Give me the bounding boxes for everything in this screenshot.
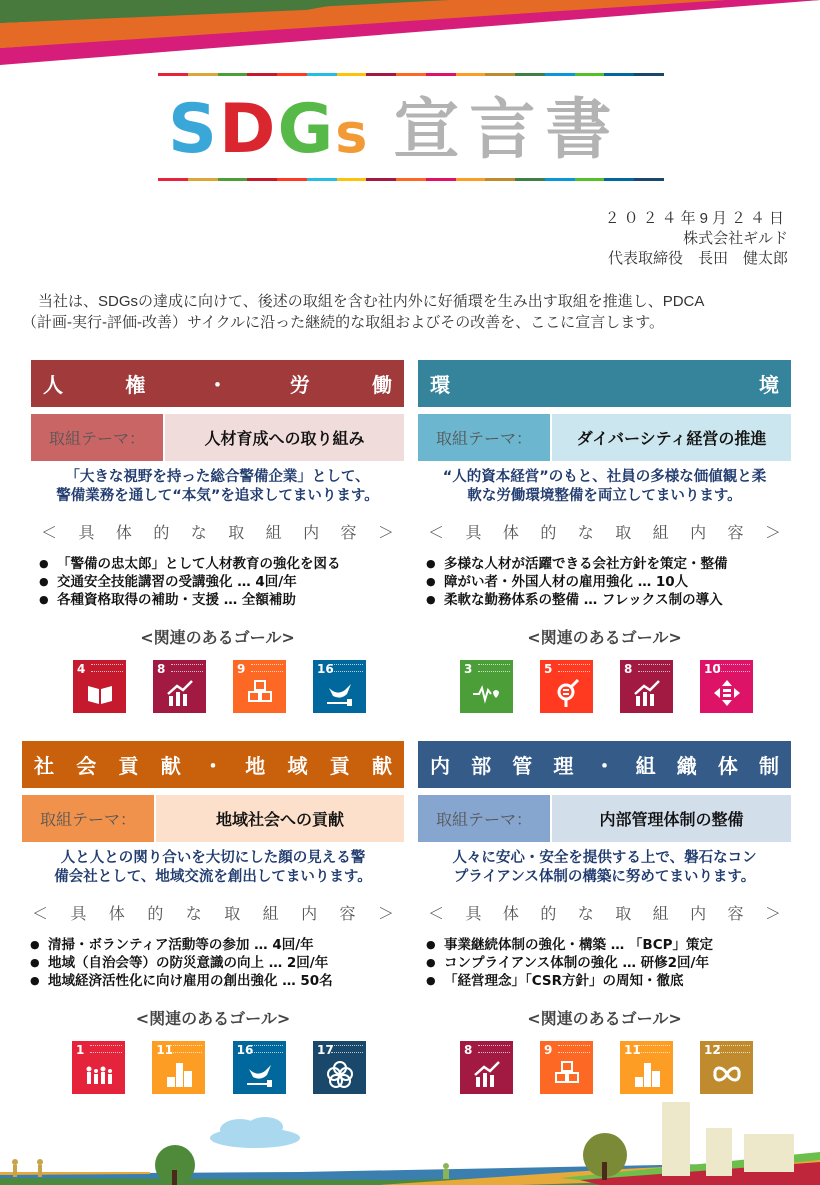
- goal-caption: [90, 1045, 122, 1053]
- section-heading-char: 労: [289, 373, 310, 397]
- book-icon: [85, 678, 115, 708]
- sdg-color-rule-top: [158, 73, 664, 76]
- title-letter: G: [277, 90, 336, 169]
- bullet-icon: ●: [39, 557, 49, 570]
- goal-number: 10: [704, 662, 721, 676]
- growth-icon: [165, 678, 195, 708]
- people-icon: [84, 1059, 114, 1089]
- title-letter: D: [218, 90, 278, 169]
- bullet-icon: ●: [30, 974, 40, 987]
- subhead-char: な: [577, 904, 594, 923]
- section-heading-char: 人: [43, 373, 63, 397]
- goal-caption: [638, 664, 670, 672]
- theme-label: 取組テーマ：: [31, 414, 163, 461]
- action-text: 障がい者・外国人材の雇用強化 … 10人: [444, 574, 689, 590]
- intro-line: （計画-実行-評価-改善）サイクルに沿った継続的な取組およびその改善を、ここに宣言します。: [22, 314, 664, 331]
- goal-caption: [170, 1045, 202, 1053]
- goal-caption: [558, 664, 590, 672]
- section-heading: [418, 741, 791, 788]
- goal-number: 8: [157, 662, 166, 676]
- sdg-rule-segment: [366, 73, 396, 76]
- goal-number: 1: [76, 1043, 85, 1057]
- section-internal-management: [418, 741, 791, 1094]
- sdg-rule-segment: [396, 178, 426, 181]
- document-title: [158, 72, 664, 184]
- subhead-char: 的: [540, 904, 557, 923]
- subhead-char: 取: [224, 904, 241, 923]
- theme-label: 取組テーマ：: [418, 795, 550, 842]
- section-social-community: [22, 741, 404, 1094]
- subhead-char: な: [190, 523, 207, 542]
- declaration-date: ２０２４年9月２４日: [604, 210, 788, 227]
- subhead-char: 組: [652, 523, 669, 542]
- subhead-char: 内: [301, 904, 318, 923]
- subhead-char: 組: [262, 904, 279, 923]
- sdg-goal-8-icon: [620, 660, 673, 713]
- top-color-band: [0, 0, 820, 70]
- subhead-char: 内: [690, 904, 707, 923]
- goal-caption: [91, 664, 123, 672]
- section-heading-char: 部: [471, 754, 492, 778]
- theme-value: ダイバーシティ経営の推進: [552, 414, 791, 461]
- action-item: [426, 972, 791, 990]
- goal-caption: [331, 664, 363, 672]
- section-statement: [22, 849, 404, 887]
- sdg-goal-1-icon: [72, 1041, 125, 1094]
- section-environment: [418, 360, 791, 713]
- sdg-goal-12-icon: [700, 1041, 753, 1094]
- intro-statement: [22, 291, 802, 333]
- sdg-goal-16-icon: [233, 1041, 286, 1094]
- subhead-char: 的: [147, 904, 164, 923]
- related-goals-title: <関連のあるゴール>: [527, 1009, 682, 1028]
- sdg-rule-segment: [307, 178, 337, 181]
- goal-number: 5: [544, 662, 553, 676]
- subhead-char: ＜: [428, 523, 445, 542]
- specific-actions-heading: [418, 520, 791, 543]
- bullet-icon: ●: [426, 956, 436, 969]
- subhead-char: 体: [115, 523, 132, 542]
- goal-caption: [251, 664, 283, 672]
- related-goals: [418, 1041, 791, 1094]
- action-list: [22, 936, 404, 990]
- gender-icon: [552, 678, 582, 708]
- action-list: [418, 555, 791, 609]
- action-list: [418, 936, 791, 990]
- sdg-rule-segment: [247, 73, 277, 76]
- section-heading: [31, 360, 404, 407]
- action-text: 「警備の忠太郎」として人材教育の強化を図る: [57, 556, 341, 572]
- bullet-icon: ●: [30, 956, 40, 969]
- goal-caption: [638, 1045, 670, 1053]
- specific-actions-heading: [418, 901, 791, 924]
- bullet-icon: ●: [426, 938, 436, 951]
- section-heading-char: 体: [717, 754, 738, 778]
- goal-caption: [478, 1045, 510, 1053]
- sdg-goal-8-icon: [460, 1041, 513, 1094]
- related-goals: [418, 660, 791, 713]
- statement-line: “人的資本経営”のもと、社員の多様な価値観と柔: [442, 469, 767, 485]
- related-goals-title: <関連のあるゴール>: [135, 1009, 291, 1028]
- section-heading-char: 制: [759, 754, 779, 778]
- goal-caption: [331, 1045, 363, 1053]
- theme-value: 内部管理体制の整備: [552, 795, 791, 842]
- action-text: 各種資格取得の補助・支援 … 全額補助: [57, 592, 296, 608]
- growth-icon: [472, 1059, 502, 1089]
- city-icon: [632, 1059, 662, 1089]
- related-goals-title: <関連のあるゴール>: [527, 628, 682, 647]
- theme-row: [31, 414, 404, 461]
- subhead-char: 具: [70, 904, 87, 923]
- statement-line: 軟な労働環境整備を両立してまいります。: [467, 488, 742, 504]
- footer-landscape-illustration: [0, 1090, 820, 1185]
- sdg-goal-10-icon: [700, 660, 753, 713]
- sdg-rule-segment: [337, 178, 367, 181]
- sdg-goal-16-icon: [313, 660, 366, 713]
- sdg-rule-segment: [545, 178, 575, 181]
- specific-actions-heading: [31, 520, 404, 543]
- goal-number: 4: [77, 662, 86, 676]
- theme-label: 取組テーマ：: [418, 414, 550, 461]
- dove-icon: [245, 1059, 275, 1089]
- bullet-icon: ●: [426, 974, 436, 987]
- section-heading-char: ・: [207, 373, 228, 397]
- subhead-char: な: [577, 523, 594, 542]
- section-heading-char: 織: [676, 754, 697, 778]
- title-sdgs: [168, 90, 370, 169]
- sdg-rule-segment: [604, 73, 634, 76]
- theme-row: [22, 795, 404, 842]
- sdg-rule-segment: [545, 73, 575, 76]
- theme-label: 取組テーマ：: [22, 795, 154, 842]
- goal-number: 3: [464, 662, 473, 676]
- action-item: [426, 591, 791, 609]
- subhead-char: な: [185, 904, 202, 923]
- person-icon: [443, 1163, 449, 1179]
- action-item: [39, 591, 404, 609]
- subhead-char: 体: [108, 904, 125, 923]
- section-heading-char: 社: [34, 754, 54, 778]
- action-text: 事業継続体制の強化・構築 … 「BCP」策定: [444, 937, 713, 953]
- intro-line: 当社は、SDGsの達成に向けて、後述の取組を含む社内外に好循環を生み出す取組を推進し、PDCA: [38, 293, 705, 310]
- issuer-info: [605, 209, 788, 269]
- goal-number: 11: [624, 1043, 641, 1057]
- flower-icon: [325, 1059, 355, 1089]
- sdg-rule-segment: [515, 178, 545, 181]
- goal-caption: [251, 1045, 283, 1053]
- section-human-rights-labor: [31, 360, 404, 713]
- action-text: 「経営理念」「CSR方針」の周知・徹底: [444, 973, 684, 989]
- section-heading-char: 域: [287, 754, 308, 778]
- sdg-rule-segment: [218, 178, 248, 181]
- goal-number: 16: [236, 1043, 254, 1057]
- goal-number: 8: [464, 1043, 473, 1057]
- subhead-char: ＞: [377, 523, 394, 542]
- goal-caption: [171, 664, 203, 672]
- action-item: [426, 954, 791, 972]
- goal-number: 16: [317, 662, 334, 676]
- statement-line: 人と人との関り合いを大切にした顔の見える警: [60, 850, 366, 866]
- equal-icon: [712, 678, 742, 708]
- subhead-char: 的: [540, 523, 557, 542]
- sdg-rule-segment: [307, 73, 337, 76]
- action-text: 交通安全技能講習の受講強化 … 4回/年: [57, 574, 297, 590]
- action-list: [31, 555, 404, 609]
- subhead-char: 体: [502, 904, 519, 923]
- subhead-char: ＞: [377, 904, 394, 923]
- section-heading-char: 環: [430, 373, 450, 397]
- goal-caption: [478, 664, 510, 672]
- sdg-rule-segment: [188, 178, 218, 181]
- bullet-icon: ●: [39, 575, 49, 588]
- sdg-rule-segment: [485, 178, 515, 181]
- section-heading-char: 権: [125, 373, 146, 397]
- sdg-goal-11-icon: [152, 1041, 205, 1094]
- section-heading-char: 地: [245, 754, 266, 778]
- theme-value: 人材育成への取り組み: [165, 414, 404, 461]
- building-icon: [662, 1102, 794, 1176]
- action-item: [426, 936, 791, 954]
- related-goals: [31, 660, 404, 713]
- statement-line: プライアンス体制の構築に努めてまいります。: [453, 869, 756, 885]
- infinity-icon: [712, 1059, 742, 1089]
- sdg-rule-segment: [515, 73, 545, 76]
- cloud-icon: [210, 1117, 300, 1148]
- sdg-goal-3-icon: [460, 660, 513, 713]
- section-heading-char: 貢: [118, 754, 139, 778]
- sdg-rule-segment: [158, 73, 188, 76]
- subhead-char: 具: [465, 523, 482, 542]
- action-item: [30, 954, 404, 972]
- action-text: 清掃・ボランティア活動等の参加 … 4回/年: [48, 937, 314, 953]
- section-heading: [22, 741, 404, 788]
- theme-row: [418, 795, 791, 842]
- section-heading-char: ・: [594, 754, 615, 778]
- statement-line: 「大きな視野を持った総合警備企業」として、: [65, 469, 370, 485]
- bullet-icon: ●: [426, 593, 436, 606]
- sdg-goal-5-icon: [540, 660, 593, 713]
- section-heading-char: 献: [160, 754, 181, 778]
- action-item: [39, 555, 404, 573]
- company-name: 株式会社ギルド: [683, 230, 788, 247]
- title-letter: s: [335, 102, 370, 165]
- sdg-rule-segment: [604, 178, 634, 181]
- subhead-char: 体: [502, 523, 519, 542]
- sdg-goal-9-icon: [233, 660, 286, 713]
- action-item: [30, 972, 404, 990]
- subhead-char: 内: [690, 523, 707, 542]
- subhead-char: 取: [615, 904, 632, 923]
- sdg-goal-9-icon: [540, 1041, 593, 1094]
- action-item: [39, 573, 404, 591]
- section-heading-char: 境: [759, 373, 779, 397]
- bullet-icon: ●: [30, 938, 40, 951]
- section-heading-char: 献: [372, 754, 392, 778]
- statement-line: 警備業務を通して“本気”を追求してまいります。: [56, 488, 379, 504]
- sdg-rule-segment: [634, 73, 664, 76]
- action-item: [426, 555, 791, 573]
- cubes-icon: [245, 678, 275, 708]
- tree-icon: [155, 1145, 195, 1185]
- sdg-rule-segment: [277, 73, 307, 76]
- sdg-rule-segment: [426, 178, 456, 181]
- title-letter: S: [168, 90, 219, 169]
- section-heading-char: 内: [430, 754, 450, 778]
- sdg-rule-segment: [277, 178, 307, 181]
- subhead-char: 的: [153, 523, 170, 542]
- subhead-char: 組: [265, 523, 282, 542]
- statement-line: 人々に安心・安全を提供する上で、磐石なコン: [452, 850, 757, 866]
- sdg-rule-segment: [218, 73, 248, 76]
- cubes-icon: [552, 1059, 582, 1089]
- action-text: 地域（自治会等）の防災意識の向上 … 2回/年: [48, 955, 329, 971]
- subhead-char: 容: [339, 904, 356, 923]
- section-statement: [31, 468, 404, 506]
- action-item: [426, 573, 791, 591]
- bullet-icon: ●: [426, 557, 436, 570]
- subhead-char: ＜: [41, 523, 58, 542]
- heart-icon: [472, 678, 502, 708]
- sdg-goal-4-icon: [73, 660, 126, 713]
- goal-number: 12: [704, 1043, 721, 1057]
- title-declaration: 宣言書: [393, 91, 622, 168]
- sdg-goal-17-icon: [313, 1041, 366, 1094]
- goal-number: 11: [156, 1043, 174, 1057]
- action-item: [30, 936, 404, 954]
- subhead-char: ＞: [764, 904, 781, 923]
- subhead-char: ＞: [764, 523, 781, 542]
- subhead-char: 内: [303, 523, 320, 542]
- statement-line: 備会社として、地域交流を創出してまいります。: [54, 869, 372, 885]
- section-heading-char: 管: [512, 754, 533, 778]
- representative-name: 代表取締役 長田 健太郎: [607, 250, 788, 267]
- section-statement: [418, 849, 791, 887]
- goal-number: 17: [316, 1043, 334, 1057]
- sdg-rule-segment: [575, 178, 605, 181]
- subhead-char: 具: [78, 523, 95, 542]
- goal-caption: [718, 1045, 750, 1053]
- goal-caption: [558, 1045, 590, 1053]
- sdg-rule-segment: [456, 178, 486, 181]
- section-statement: [418, 468, 791, 506]
- sdg-rule-segment: [188, 73, 218, 76]
- subhead-char: ＜: [428, 904, 445, 923]
- goal-number: 9: [544, 1043, 553, 1057]
- related-goals: [22, 1041, 404, 1094]
- action-text: 多様な人材が活躍できる会社方針を策定・整備: [444, 556, 728, 572]
- sdg-rule-segment: [396, 73, 426, 76]
- sdg-rule-segment: [634, 178, 664, 181]
- bullet-icon: ●: [426, 575, 436, 588]
- section-heading-char: 貢: [329, 754, 350, 778]
- section-heading-char: 会: [76, 754, 97, 778]
- sdg-rule-segment: [366, 178, 396, 181]
- city-icon: [164, 1059, 194, 1089]
- specific-actions-heading: [22, 901, 404, 924]
- action-text: 柔軟な勤務体系の整備 … フレックス制の導入: [444, 592, 723, 608]
- theme-row: [418, 414, 791, 461]
- section-heading-char: ・: [203, 754, 223, 778]
- subhead-char: 組: [652, 904, 669, 923]
- subhead-char: 容: [340, 523, 357, 542]
- section-heading-char: 理: [553, 754, 574, 778]
- dove-icon: [325, 678, 355, 708]
- sdg-rule-segment: [426, 73, 456, 76]
- goal-caption: [718, 664, 750, 672]
- section-heading-char: 組: [635, 754, 656, 778]
- sdg-rule-segment: [575, 73, 605, 76]
- subhead-char: 具: [465, 904, 482, 923]
- subhead-char: 容: [727, 904, 744, 923]
- growth-icon: [632, 678, 662, 708]
- section-heading-char: 働: [372, 373, 392, 397]
- sdg-rule-segment: [158, 178, 188, 181]
- subhead-char: 容: [727, 523, 744, 542]
- sdg-rule-segment: [337, 73, 367, 76]
- related-goals-title: <関連のあるゴール>: [140, 628, 295, 647]
- section-heading: [418, 360, 791, 407]
- sdg-goal-8-icon: [153, 660, 206, 713]
- action-text: コンプライアンス体制の強化 … 研修2回/年: [444, 955, 709, 971]
- bullet-icon: ●: [39, 593, 49, 606]
- subhead-char: 取: [615, 523, 632, 542]
- goal-number: 9: [237, 662, 246, 676]
- sdg-goal-11-icon: [620, 1041, 673, 1094]
- goal-number: 8: [624, 662, 633, 676]
- sdg-color-rule-bottom: [158, 178, 664, 181]
- theme-value: 地域社会への貢献: [156, 795, 404, 842]
- action-text: 地域経済活性化に向け雇用の創出強化 … 50名: [48, 973, 333, 989]
- subhead-char: ＜: [32, 904, 49, 923]
- sdg-rule-segment: [456, 73, 486, 76]
- sdg-rule-segment: [247, 178, 277, 181]
- sdg-rule-segment: [485, 73, 515, 76]
- subhead-char: 取: [228, 523, 245, 542]
